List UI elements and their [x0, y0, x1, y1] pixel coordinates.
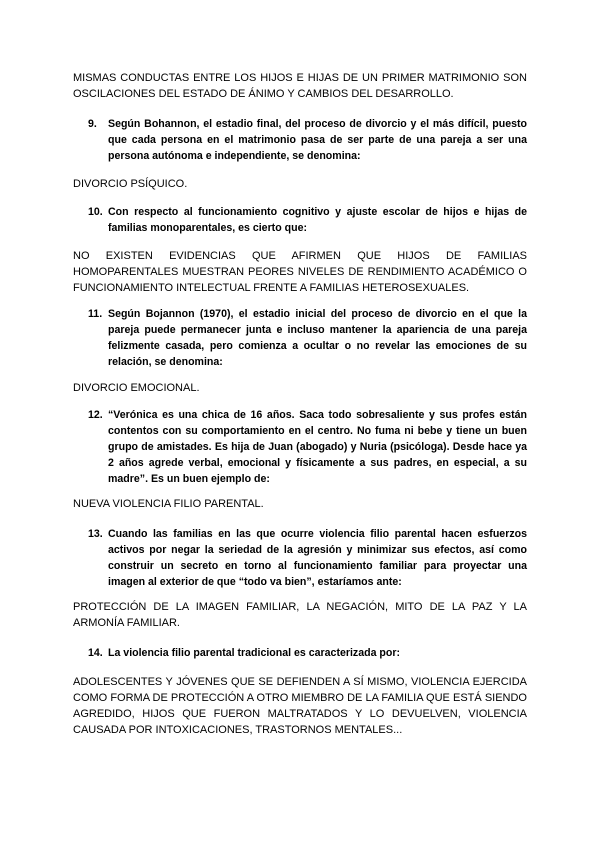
- question-number: 12.: [88, 409, 103, 421]
- answer-9: DIVORCIO PSÍQUICO.: [73, 178, 188, 190]
- answer-10: NO EXISTEN EVIDENCIAS QUE AFIRMEN QUE HIJOS DE FAMILIAS HOMOPARENTALES MUESTRAN PEORES NIVELES DE RENDIMIENTO ACADÉMICO O FUNCIONAMIENTO INTELECTUAL FRENTE A FAMILIAS HETEROSEXUALES.: [73, 250, 527, 294]
- answer-13: PROTECCIÓN DE LA IMAGEN FAMILIAR, LA NEGACIÓN, MITO DE LA PAZ Y LA ARMONÍA FAMILIAR.: [73, 601, 527, 629]
- question-number: 11.: [88, 308, 103, 320]
- answer-12: NUEVA VIOLENCIA FILIO PARENTAL.: [73, 498, 264, 510]
- question-9: [88, 116, 527, 164]
- question-text: Cuando las familias en las que ocurre violencia filio parental hacen esfuerzos activos por negar la seriedad de la agresión y minimizar sus efectos, así como construir un secreto en torno al funcionamiento familiar para proyectar una imagen al exterior de que “todo va bien”, estaríamos ante:: [108, 528, 527, 588]
- answer-11: DIVORCIO EMOCIONAL.: [73, 382, 200, 394]
- question-10: [88, 204, 527, 236]
- question-14: [88, 645, 527, 661]
- question-number: 9.: [88, 118, 97, 130]
- question-text: Con respecto al funcionamiento cognitivo y ajuste escolar de hijos e hijas de familias monoparentales, es cierto que:: [108, 206, 527, 234]
- intro-answer: MISMAS CONDUCTAS ENTRE LOS HIJOS E HIJAS DE UN PRIMER MATRIMONIO SON OSCILACIONES DEL ESTADO DE ÁNIMO Y CAMBIOS DEL DESARROLLO.: [73, 72, 527, 100]
- question-text: Según Bohannon, el estadio final, del proceso de divorcio y el más difícil, puesto que cada persona en el matrimonio pasa de ser parte de una pareja a ser una persona autónoma e independiente, se denomina:: [108, 118, 527, 162]
- question-13: [88, 526, 527, 590]
- answer-14: ADOLESCENTES Y JÓVENES QUE SE DEFIENDEN A SÍ MISMO, VIOLENCIA EJERCIDA COMO FORMA DE PROTECCIÓN A OTRO MIEMBRO DE LA FAMILIA QUE ESTÁ SIENDO AGREDIDO, HIJOS QUE FUERON MALTRATADOS Y LO DEVUELVEN, VIOLENCIA CAUSADA POR INTOXICACIONES, TRASTORNOS MENTALES...: [73, 676, 527, 736]
- question-11: [88, 306, 527, 370]
- question-text: Según Bojannon (1970), el estadio inicial del proceso de divorcio en el que la pareja puede permanecer junta e incluso mantener la apariencia de una pareja felizmente casada, pero comienza a ocultar o no revelar las emociones de su relación, se denomina:: [108, 308, 527, 368]
- question-number: 13.: [88, 528, 103, 540]
- question-text: “Verónica es una chica de 16 años. Saca todo sobresaliente y sus profes están contentos con su comportamiento en el centro. No fuma ni bebe y tiene un buen grupo de amistades. Es hija de Juan (abogado) y Nuria (psicóloga). Desde hace ya 2 años agrede verbal, emocional y físicamente a sus padres, en especial, a su madre”. Es un buen ejemplo de:: [108, 409, 527, 485]
- question-12: [88, 407, 527, 487]
- question-number: 10.: [88, 206, 103, 218]
- question-text: La violencia filio parental tradicional es caracterizada por:: [108, 647, 401, 659]
- question-number: 14.: [88, 647, 103, 659]
